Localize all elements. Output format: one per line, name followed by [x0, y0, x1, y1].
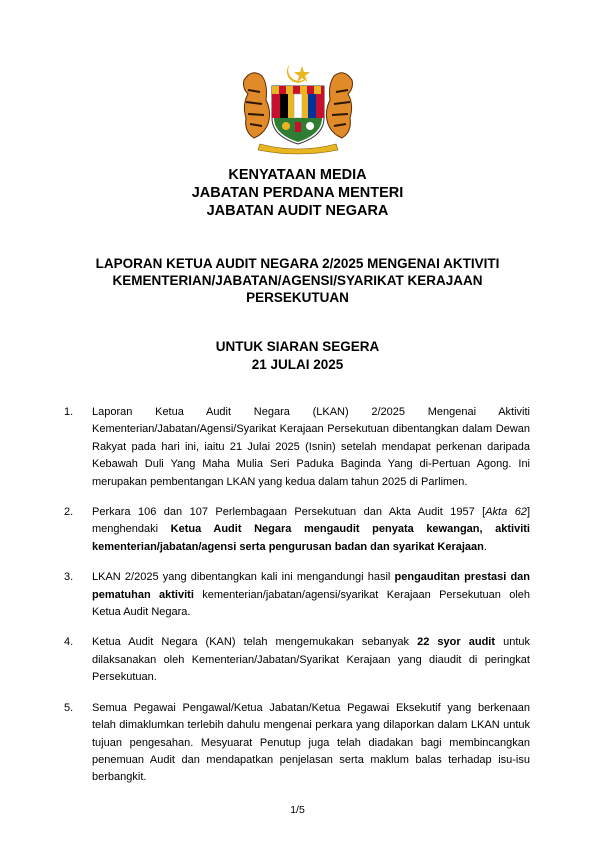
- paragraph-text: [92, 634, 530, 686]
- paragraph-text: [92, 404, 530, 491]
- paragraph-item: [64, 700, 530, 787]
- text-run: LKAN 2/2025 yang dibentangkan kali ini mengandungi hasil: [92, 571, 395, 584]
- bold-text: pengauditan prestasi dan pematuhan aktiviti: [92, 571, 531, 601]
- page-number: 1/5: [290, 804, 305, 816]
- release-notice: [0, 338, 595, 374]
- paragraph-item: [64, 504, 530, 556]
- text-run: Laporan Ketua Audit Negara (LKAN) 2/2025 Mengenai Aktiviti Kementerian/Jabatan/Agensi/Syarikat Kerajaan Persekutuan dibentangkan dalam Dewan Rakyat pada hari ini, iaitu 21 Julai 2025 (Isnin) setelah mendapat perkenan daripada Kebawah Duli Yang Maha Mulia Seri Paduka Baginda Yang di-Pertuan Agong. Ini merupakan pembentangan LKAN yang kedua dalam tahun 2025 di Parlimen.: [92, 406, 530, 488]
- heading-line: JABATAN PERDANA MENTERI: [191, 185, 404, 201]
- paragraph-number: 5.: [64, 701, 74, 714]
- text-run: ] menghendaki: [92, 506, 530, 536]
- paragraph-text: [92, 700, 530, 787]
- release-date: 21 JULAI 2025: [251, 357, 344, 372]
- paragraph-item: [64, 634, 530, 686]
- heading-line: JABATAN AUDIT NEGARA: [206, 203, 389, 219]
- paragraph-number: 4.: [64, 636, 74, 649]
- report-title: [0, 255, 595, 306]
- left-tiger-icon: [244, 73, 270, 138]
- paragraph-item: [64, 404, 530, 491]
- shield-icon: [272, 86, 324, 144]
- paragraph-number: 1.: [64, 406, 74, 418]
- paragraph-item: [64, 569, 530, 621]
- italic-text: Akta 62: [485, 506, 527, 519]
- paragraph-number: 2.: [64, 506, 74, 519]
- text-run: Perkara 106 dan 107 Perlembagaan Persekutuan dan Akta Audit 1957 [: [92, 506, 486, 519]
- heading-line: KENYATAAN MEDIA: [228, 167, 367, 183]
- paragraph-text: [92, 504, 530, 556]
- text-run: untuk dilaksanakan oleh Kementerian/Jabatan/Syarikat Kerajaan yang diaudit di peringkat Persekutuan.: [92, 636, 531, 684]
- bold-text: Ketua Audit Negara mengaudit penyata kewangan, aktiviti kementerian/jabatan/agensi serta pengurusan badan dan syarikat Kerajaan: [92, 523, 530, 553]
- crescent-star-icon: [287, 64, 310, 83]
- text-run: kementerian/jabatan/agensi/syarikat Kerajaan Persekutuan oleh Ketua Audit Negara.: [92, 588, 531, 619]
- right-tiger-icon: [326, 73, 352, 138]
- paragraph-number: 3.: [64, 571, 74, 584]
- report-title-line: KEMENTERIAN/JABATAN/AGENSI/SYARIKAT KERAJAAN: [112, 273, 483, 288]
- bold-text: 22 syor audit: [417, 636, 496, 649]
- report-title-line: PERSEKUTUAN: [246, 290, 349, 305]
- text-run: .: [483, 540, 487, 553]
- paragraph-text: [92, 569, 530, 621]
- motto-ribbon: [258, 144, 338, 154]
- release-label: UNTUK SIARAN SEGERA: [215, 339, 380, 354]
- text-run: Semua Pegawai Pengawal/Ketua Jabatan/Ketua Pegawai Eksekutif yang berkenaan telah dimaklumkan terlebih dahulu mengenai perkara yang dilaporkan dalam LKAN untuk tujuan pengesahan. Mesyuarat Penutup juga telah diadakan bagi membincangkan penemuan Audit dan mendapatkan penjelasan serta maklum balas terhadap isu-isu berbangkit.: [92, 701, 530, 784]
- report-title-line: LAPORAN KETUA AUDIT NEGARA 2/2025 MENGENAI AKTIVITI: [95, 256, 500, 271]
- numbered-paragraph-list: [64, 404, 530, 787]
- media-statement-heading: [0, 166, 595, 220]
- coat-of-arms-emblem: [238, 60, 358, 156]
- text-run: Ketua Audit Negara (KAN) telah mengemukakan sebanyak: [92, 636, 418, 649]
